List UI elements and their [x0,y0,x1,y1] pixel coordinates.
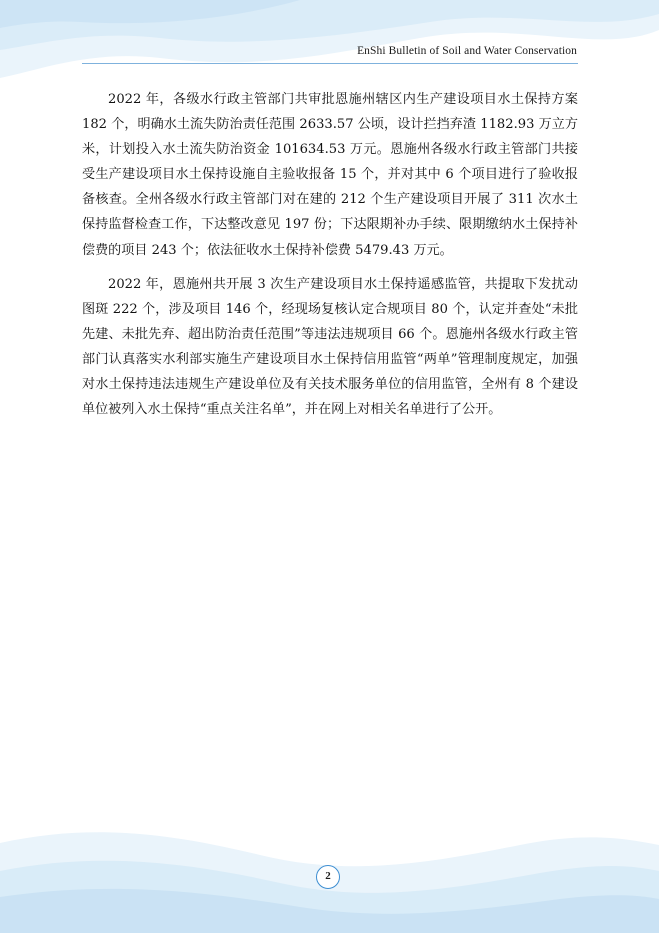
paragraph-1: 2022 年，各级水行政主管部门共审批恩施州辖区内生产建设项目水土保持方案 182 个，明确水土流失防治责任范围 2633.57 公顷，设计拦挡弃渣 1182.93 万立方米，计划投入水土流失防治资金 101634.53 万元。恩施州各级水行政主管部门共接受生产建设项目水土保持设施自主验收报备 15 个，并对其中 6 个项目进行了验收报备核查。全州各级水行政主管部门对在建的 212 个生产建设项目开展了 311 次水土保持监督检查工作，下达整改意见 197 份；下达限期补办手续、限期缴纳水土保持补偿费的项目 243 个；依法征收水土保持补偿费 5479.43 万元。 [82,92,578,258]
article-body [82,87,578,431]
paragraph-2: 2022 年，恩施州共开展 3 次生产建设项目水土保持遥感监管，共提取下发扰动图斑 222 个，涉及项目 146 个，经现场复核认定合规项目 80 个，认定并查处“未批先建、未批先弃、超出防治责任范围”等违法违规项目 66 个。恩施州各级水行政主管部门认真落实水利部实施生产建设项目水土保持信用监管“两单”管理制度规定，加强对水土保持违法违规生产建设单位及有关技术服务单位的信用监管，全州有 8 个建设单位被列入水土保持“重点关注名单”，并在网上对相关名单进行了公开。 [82,276,578,418]
footer-wave-decoration [0,793,659,933]
page-number-badge: 2 [316,865,340,889]
header-divider [82,63,578,64]
journal-header-title: EnShi Bulletin of Soil and Water Conservation [357,45,577,57]
